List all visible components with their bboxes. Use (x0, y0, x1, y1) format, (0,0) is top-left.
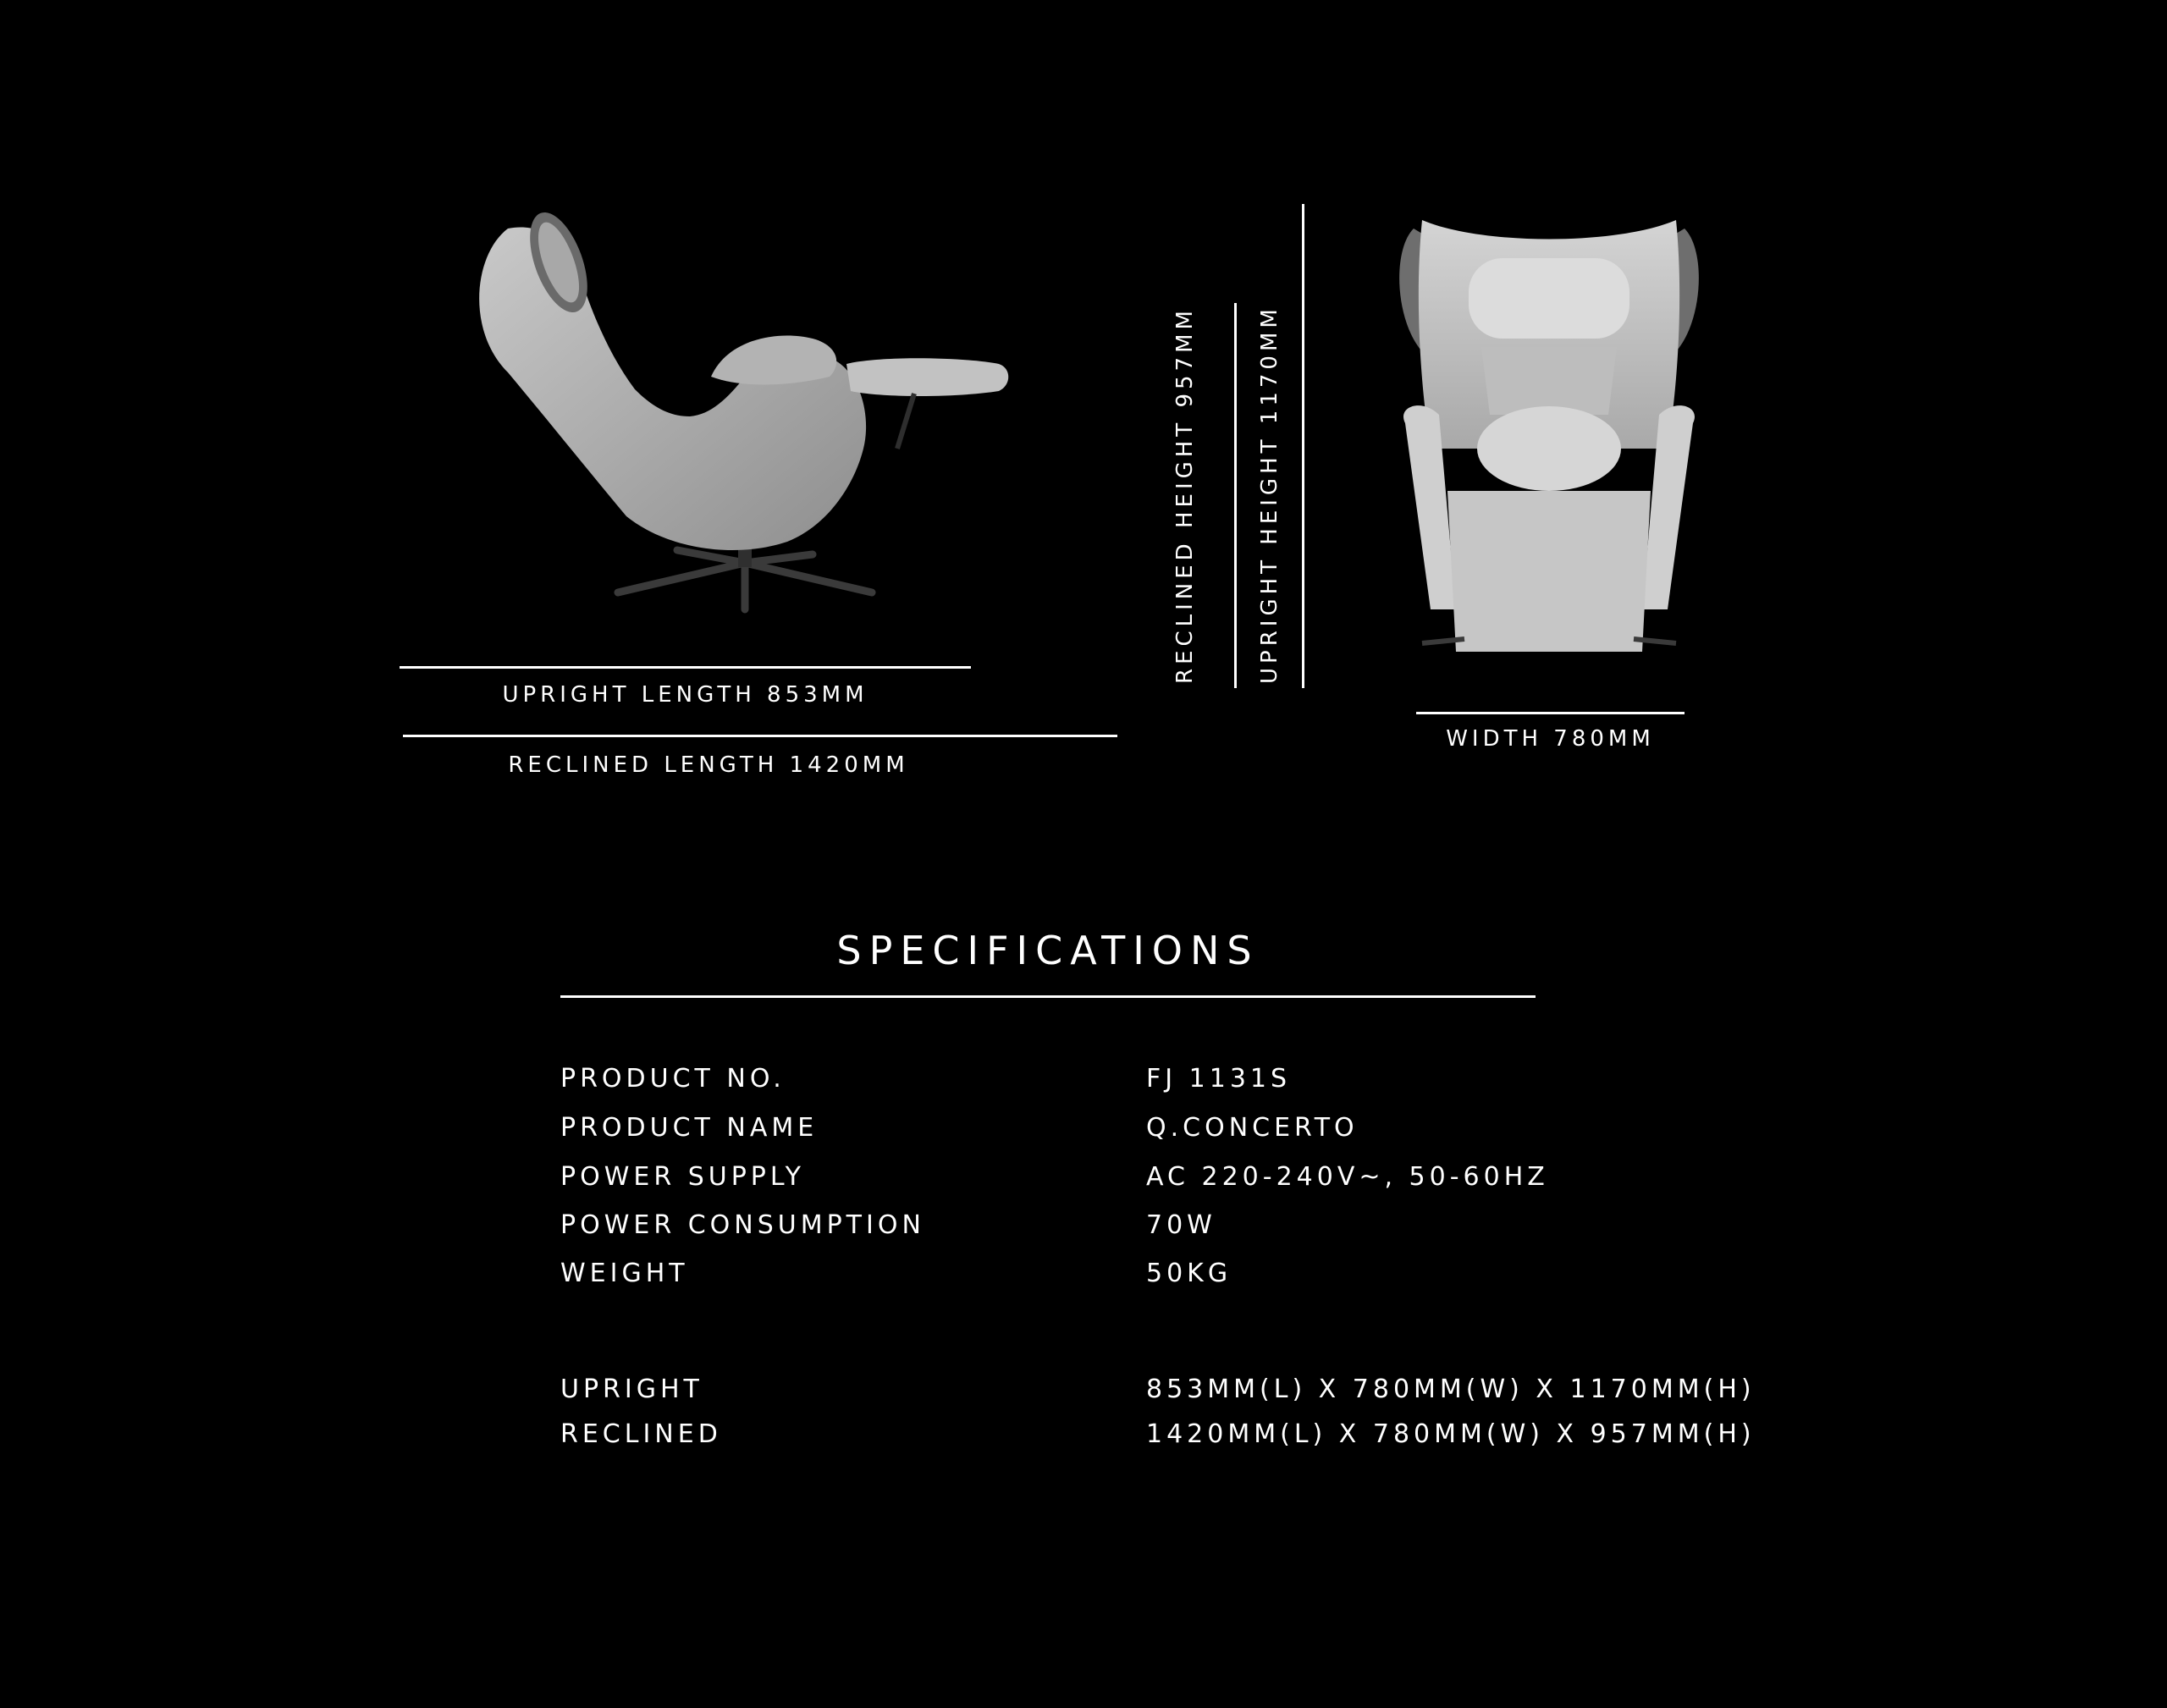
spec-row-weight (560, 1259, 1745, 1301)
upright-length-line (400, 666, 971, 669)
spec-value: FJ 1131S (1146, 1064, 1292, 1094)
spec-value: Q.CONCERTO (1146, 1113, 1359, 1143)
spec-label: PRODUCT NAME (560, 1113, 819, 1143)
upright-length-label: UPRIGHT LENGTH 853MM (502, 682, 868, 708)
spec-label: RECLINED (560, 1419, 722, 1449)
spec-label: PRODUCT NO. (560, 1064, 786, 1094)
spec-label: UPRIGHT (560, 1375, 703, 1404)
spec-value: AC 220-240V~, 50-60HZ (1146, 1162, 1549, 1192)
spec-row-product-no (560, 1064, 1745, 1106)
specifications-divider (560, 995, 1536, 998)
spec-value: 70W (1146, 1210, 1216, 1240)
upright-height-line (1302, 204, 1304, 688)
spec-row-power-consumption (560, 1210, 1745, 1253)
reclined-height-label: RECLINED HEIGHT 957MM (1172, 306, 1198, 684)
reclined-length-label: RECLINED LENGTH 1420MM (508, 752, 909, 778)
spec-value: 853MM(L) X 780MM(W) X 1170MM(H) (1146, 1375, 1756, 1404)
reclined-length-line (403, 735, 1117, 737)
specifications-title: SPECIFICATIONS (836, 928, 1260, 973)
spec-label: WEIGHT (560, 1259, 689, 1288)
reclined-height-line (1234, 303, 1237, 688)
spec-value: 50KG (1146, 1259, 1232, 1288)
spec-label: POWER SUPPLY (560, 1162, 805, 1192)
width-line (1416, 712, 1685, 714)
spec-row-upright (560, 1375, 1756, 1417)
spec-row-power-supply (560, 1162, 1745, 1204)
chair-front-view-icon (1388, 203, 1710, 660)
spec-row-product-name (560, 1113, 1745, 1155)
width-label: WIDTH 780MM (1446, 726, 1655, 752)
upright-height-label: UPRIGHT HEIGHT 1170MM (1257, 305, 1282, 684)
spec-row-reclined (560, 1419, 1756, 1462)
chair-side-view-icon (457, 195, 1050, 618)
spec-label: POWER CONSUMPTION (560, 1210, 925, 1240)
spec-value: 1420MM(L) X 780MM(W) X 957MM(H) (1146, 1419, 1756, 1449)
